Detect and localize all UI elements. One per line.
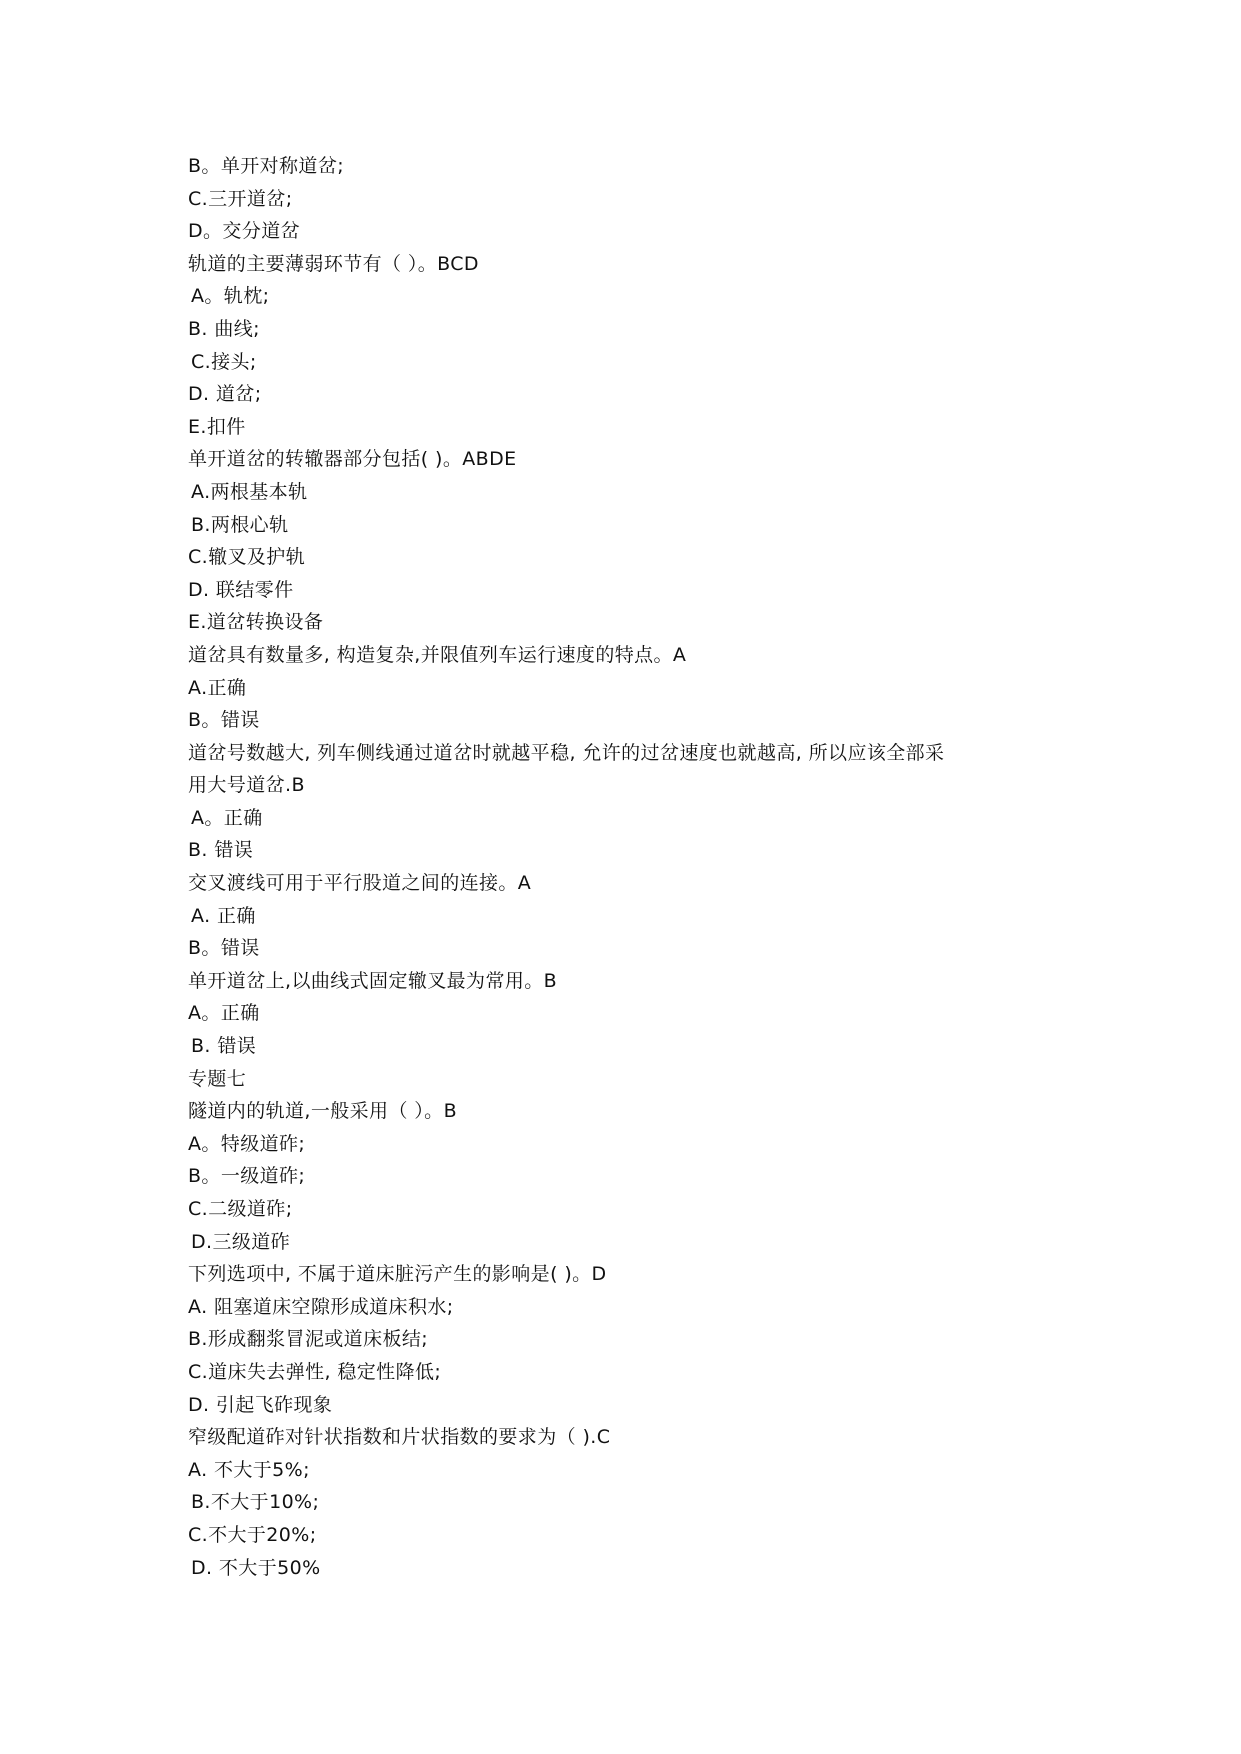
document-body	[188, 150, 1088, 1584]
question-line: 单开道岔的转辙器部分包括( )。ABDE	[188, 448, 517, 471]
option-line: B. 曲线;	[188, 317, 260, 340]
question-line: 窄级配道砟对针状指数和片状指数的要求为（ ).C	[188, 1426, 611, 1449]
option-line: E.道岔转换设备	[188, 611, 324, 634]
option-line: D. 不大于50%	[191, 1556, 321, 1579]
option-line: D。交分道岔	[188, 220, 301, 243]
question-line: 交叉渡线可用于平行股道之间的连接。A	[188, 872, 532, 895]
question-line-continued: 用大号道岔.B	[188, 774, 305, 797]
option-line: A. 不大于5%;	[188, 1458, 310, 1481]
question-line: 下列选项中, 不属于道床脏污产生的影响是( )。D	[188, 1263, 607, 1286]
option-line: C.辙叉及护轨	[188, 546, 306, 569]
option-line: B.不大于10%;	[191, 1491, 320, 1514]
section-heading: 专题七	[188, 1067, 247, 1090]
option-line: A. 正确	[191, 904, 256, 927]
option-line: B。错误	[188, 937, 260, 960]
question-line: 道岔具有数量多, 构造复杂,并限值列车运行速度的特点。A	[188, 643, 687, 666]
option-line: E.扣件	[188, 415, 246, 438]
option-line: A。特级道砟;	[188, 1132, 306, 1155]
option-line: A.正确	[188, 676, 247, 699]
option-line: A。正确	[191, 806, 263, 829]
option-line: B.形成翻浆冒泥或道床板结;	[188, 1328, 429, 1351]
option-line: A. 阻塞道床空隙形成道床积水;	[188, 1295, 454, 1318]
option-line: A。轨枕;	[191, 285, 270, 308]
option-line: D.三级道砟	[191, 1230, 291, 1253]
option-line: B.两根心轨	[191, 513, 289, 536]
option-line: B. 错误	[191, 1035, 257, 1058]
question-line: 轨道的主要薄弱环节有（ ）。BCD	[188, 252, 479, 275]
option-line: D. 联结零件	[188, 578, 294, 601]
option-line: B。一级道砟;	[188, 1165, 306, 1188]
question-line: 隧道内的轨道,一般采用（ ）。B	[188, 1100, 458, 1123]
option-line: B. 错误	[188, 839, 254, 862]
option-line: C.道床失去弹性, 稳定性降低;	[188, 1360, 442, 1383]
option-line: C.接头;	[191, 350, 257, 373]
option-line: C.二级道砟;	[188, 1198, 293, 1220]
option-line: B。错误	[188, 709, 260, 732]
option-line: A.两根基本轨	[191, 480, 308, 503]
option-line: C.不大于20%;	[188, 1523, 317, 1546]
option-line: D. 道岔;	[188, 383, 262, 406]
option-line: B。单开对称道岔;	[188, 155, 345, 177]
question-line: 单开道岔上,以曲线式固定辙叉最为常用。B	[188, 969, 558, 992]
option-line: C.三开道岔;	[188, 187, 293, 210]
question-line: 道岔号数越大, 列车侧线通过道岔时就越平稳, 允许的过岔速度也就越高, 所以应该全部采	[188, 741, 945, 764]
option-line: D. 引起飞砟现象	[188, 1393, 333, 1416]
option-line: A。正确	[188, 1002, 260, 1025]
